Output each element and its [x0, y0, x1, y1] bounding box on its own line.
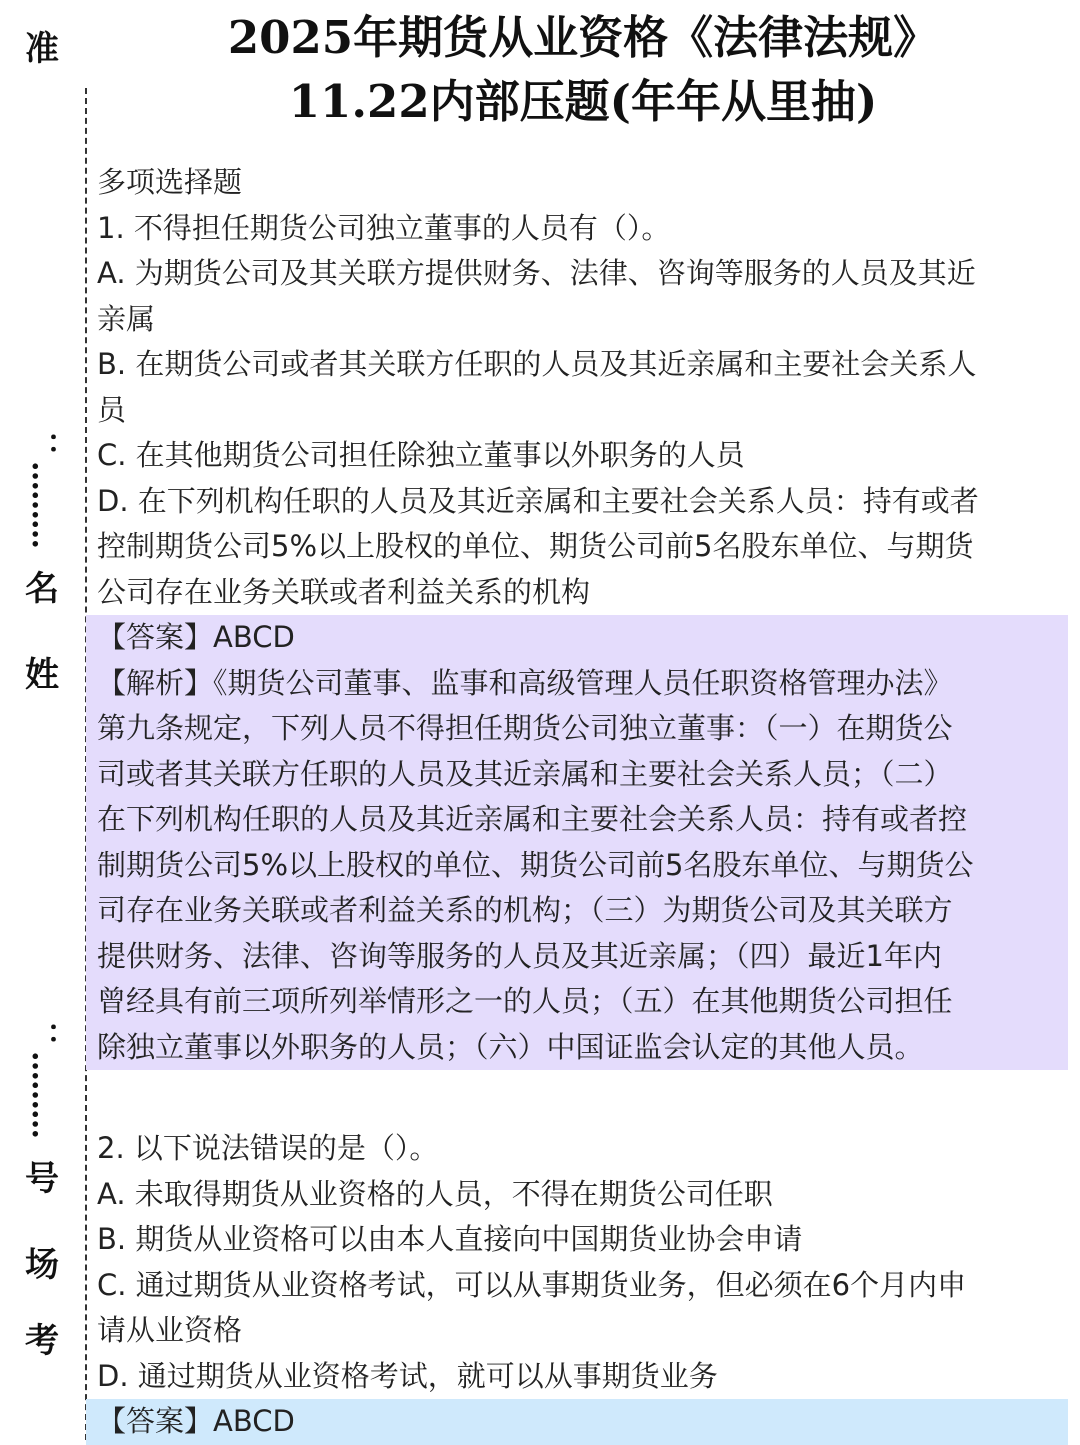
option-a	[97, 1172, 1075, 1218]
question-stem: 1. 不得担任期货公司独立董事的人员有（）。	[97, 210, 671, 245]
option-b	[97, 342, 1075, 433]
name-blank-line: ：………	[25, 432, 60, 548]
option-line: 请从业资格	[97, 1313, 243, 1347]
room-field-label	[25, 1010, 59, 1370]
answer-text: 【答案】ABCD	[97, 1404, 295, 1438]
option-line: C. 通过期货从业资格考试，可以从事期货业务，但必须在6个月内申	[97, 1267, 967, 1302]
analysis-line: 提供财务、法律、咨询等服务的人员及其近亲属；（四）最近1年内	[97, 938, 942, 973]
analysis-line: 第九条规定，下列人员不得担任期货公司独立董事：（一）在期货公	[97, 711, 953, 745]
side-char-kao: 考	[25, 1321, 59, 1361]
option-line: B. 期货从业资格可以由本人直接向中国期货业协会申请	[97, 1222, 803, 1256]
answer-analysis-box	[86, 615, 1068, 1070]
option-line: D. 在下列机构任职的人员及其近亲属和主要社会关系人员：持有或者	[97, 483, 979, 518]
option-line: 员	[97, 392, 127, 427]
side-char-chang: 场	[25, 1245, 59, 1285]
analysis-line: 司或者其关联方任职的人员及其近亲属和主要社会关系人员；（二）	[97, 756, 953, 791]
question-1	[97, 206, 1075, 1071]
option-line: A. 为期货公司及其关联方提供财务、法律、咨询等服务的人员及其近	[97, 256, 976, 290]
analysis-line: 在下列机构任职的人员及其近亲属和主要社会关系人员：持有或者控	[97, 802, 968, 836]
answer-text: 【答案】ABCD	[97, 620, 295, 654]
answer-box	[86, 1399, 1068, 1445]
name-field-label	[25, 420, 59, 704]
option-d	[97, 1354, 1075, 1400]
question-2	[97, 1126, 1075, 1445]
analysis-line: 司存在业务关联或者利益关系的机构；（三）为期货公司及其关联方	[97, 893, 953, 927]
section-heading: 多项选择题	[97, 165, 243, 199]
option-line: A. 未取得期货从业资格的人员，不得在期货公司任职	[97, 1176, 773, 1211]
option-line: D. 通过期货从业资格考试，就可以从事期货业务	[97, 1358, 718, 1393]
analysis-line: 除独立董事以外职务的人员；（六）中国证监会认定的其他人员。	[97, 1029, 924, 1064]
room-blank-line: ：………	[25, 1022, 60, 1138]
option-line: B. 在期货公司或者其关联方任职的人员及其近亲属和主要社会关系人	[97, 347, 977, 381]
question-content	[97, 160, 1075, 1445]
option-a	[97, 251, 1075, 342]
option-line: C. 在其他期货公司担任除独立董事以外职务的人员	[97, 438, 745, 472]
side-char-zhun: 准	[25, 29, 59, 69]
title-line-2: 11.22内部压题(年年从里抽)	[288, 75, 878, 128]
side-char-hao: 号	[25, 1159, 59, 1199]
analysis-line: 曾经具有前三项所列举情形之一的人员；（五）在其他期货公司担任	[97, 984, 953, 1018]
analysis-line: 【解析】《期货公司董事、监事和高级管理人员任职资格管理办法》	[97, 665, 953, 700]
side-char-ming: 名	[25, 569, 59, 609]
option-d	[97, 479, 1075, 616]
page-title	[86, 6, 1080, 134]
question-stem: 2. 以下说法错误的是（）。	[97, 1131, 439, 1165]
binding-strip	[0, 0, 84, 1440]
option-line: 控制期货公司5%以上股权的单位、期货公司前5名股东单位、与期货	[97, 529, 974, 563]
title-line-1: 2025年期货从业资格《法律法规》	[227, 11, 939, 64]
side-char-xing: 姓	[25, 655, 59, 695]
side-label-top	[25, 20, 59, 78]
analysis-line: 制期货公司5%以上股权的单位、期货公司前5名股东单位、与期货公	[97, 847, 974, 882]
option-line: 公司存在业务关联或者利益关系的机构	[97, 574, 591, 609]
option-c	[97, 433, 1075, 479]
option-b	[97, 1217, 1075, 1263]
option-line: 亲属	[97, 301, 156, 336]
option-c	[97, 1263, 1075, 1354]
